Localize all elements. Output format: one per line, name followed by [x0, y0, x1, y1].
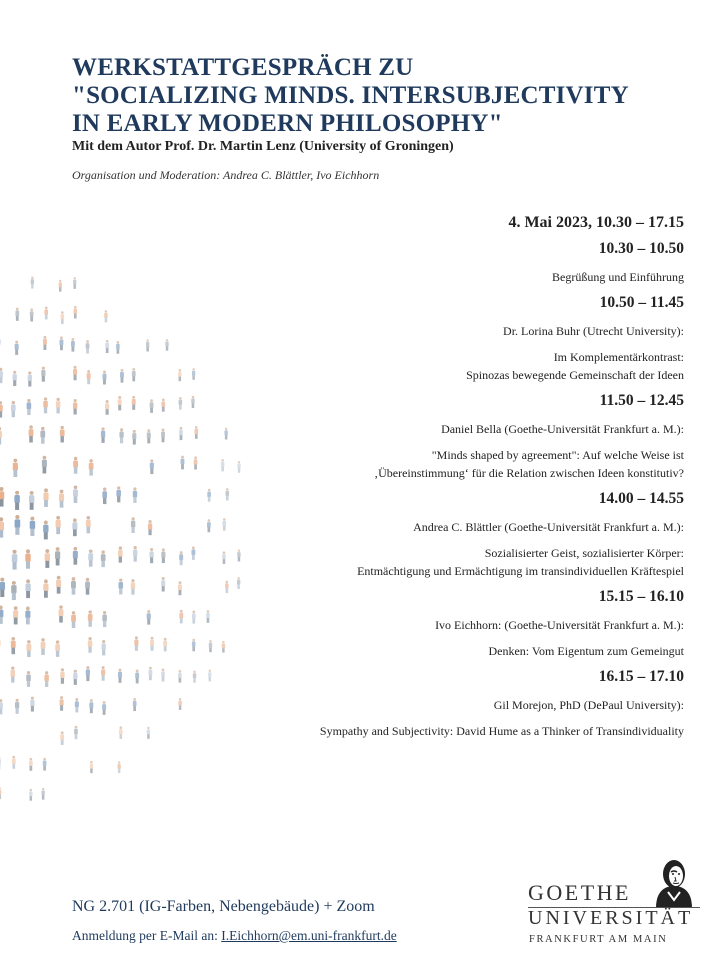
person-figure [118, 546, 123, 562]
person-figure [147, 429, 151, 443]
person-figure [73, 399, 77, 414]
talk-line: Im Komplementärkontrast: [553, 350, 684, 364]
person-figure [11, 581, 16, 600]
person-figure [13, 371, 17, 386]
slot-talk [164, 446, 684, 482]
person-figure [118, 396, 122, 410]
person-figure [102, 488, 107, 505]
person-figure [0, 517, 4, 537]
person-figure [30, 517, 35, 536]
person-figure [73, 670, 77, 685]
person-figure [102, 640, 106, 655]
person-figure [75, 698, 79, 712]
slot-speaker: Andrea C. Blättler (Goethe-Universität Frankfurt a. M.): [413, 520, 684, 534]
person-figure [56, 398, 60, 414]
person-figure [29, 491, 34, 510]
person-figure [0, 787, 1, 799]
person-figure [133, 487, 137, 503]
person-figure [120, 369, 124, 383]
person-figure [103, 371, 107, 385]
slot-talk [164, 642, 684, 660]
slot-speaker: Ivo Eichhorn: (Goethe-Universität Frankfurt a. M.): [435, 618, 684, 632]
person-figure [149, 548, 153, 563]
person-figure [15, 341, 19, 355]
person-figure [119, 726, 123, 739]
person-figure [0, 487, 4, 507]
person-figure [55, 547, 60, 565]
person-figure [102, 701, 106, 715]
registration-email-link[interactable]: I.Eichhorn@em.uni-frankfurt.de [221, 928, 397, 943]
person-figure [88, 637, 92, 653]
slot-talk [164, 268, 684, 286]
person-figure [148, 520, 152, 535]
person-figure [43, 521, 48, 540]
person-figure [73, 547, 78, 565]
person-figure [14, 491, 19, 510]
slot-speaker: Dr. Lorina Buhr (Utrecht University): [503, 324, 684, 338]
person-figure [30, 697, 34, 712]
person-figure [104, 310, 107, 322]
person-figure [71, 338, 75, 352]
person-figure [59, 490, 64, 508]
program-schedule [164, 214, 684, 748]
person-figure [86, 340, 90, 353]
person-figure [0, 401, 3, 417]
person-figure [119, 578, 124, 594]
slot-speaker: Daniel Bella (Goethe-Universität Frankfurt a. M.): [441, 422, 684, 436]
title-line-2: "SOCIALIZING MINDS. INTERSUBJECTIVITY [72, 82, 629, 109]
person-figure [71, 577, 76, 594]
slot-time: 10.30 – 10.50 [598, 240, 684, 257]
person-figure [101, 427, 105, 443]
person-figure [40, 427, 45, 444]
person-figure [133, 698, 137, 711]
person-figure [12, 756, 16, 769]
person-figure [88, 610, 93, 626]
person-figure [42, 456, 47, 474]
person-figure [105, 400, 109, 415]
person-figure [11, 666, 16, 682]
slot-time: 11.50 – 12.45 [599, 392, 684, 409]
person-figure [71, 611, 76, 628]
slot-time: 14.00 – 14.55 [598, 490, 684, 507]
talk-line: Sympathy and Subjectivity: David Hume as a Thinker of Transindividuality [319, 724, 684, 738]
person-figure [133, 546, 137, 562]
person-figure [118, 669, 122, 683]
slot-time: 10.50 – 11.45 [599, 294, 684, 311]
person-figure [73, 457, 78, 474]
person-figure [30, 308, 34, 321]
person-figure [88, 549, 93, 566]
person-figure [150, 637, 154, 651]
slot-talk [164, 544, 684, 580]
person-figure [31, 276, 34, 288]
person-figure [13, 459, 18, 477]
event-title [72, 54, 692, 138]
program-slot [164, 490, 684, 580]
person-figure [44, 671, 48, 687]
venue-info: NG 2.701 (IG-Farben, Nebengebäude) + Zoom [72, 898, 375, 915]
university-logo [528, 852, 708, 952]
person-figure [74, 726, 78, 739]
person-figure [73, 485, 78, 503]
person-figure [11, 401, 16, 417]
person-figure [27, 399, 32, 415]
person-figure [25, 549, 30, 568]
slot-time: 16.15 – 17.10 [598, 668, 684, 685]
person-figure [61, 311, 65, 324]
person-figure [60, 668, 64, 684]
person-figure [86, 516, 91, 533]
person-figure [0, 756, 1, 769]
person-figure [89, 459, 94, 476]
slot-time: 15.15 – 16.10 [598, 588, 684, 605]
person-figure [72, 518, 77, 536]
person-figure [116, 486, 121, 502]
person-figure [105, 340, 109, 353]
person-figure [25, 579, 30, 598]
person-figure [0, 427, 2, 445]
person-figure [87, 370, 91, 384]
person-figure [13, 606, 18, 624]
person-figure [56, 576, 61, 594]
person-figure [85, 578, 90, 595]
person-figure [147, 610, 151, 625]
person-figure [15, 699, 19, 714]
person-figure [60, 426, 65, 443]
registration-label: Anmeldung per E-Mail an: [72, 928, 222, 943]
person-figure [55, 640, 60, 656]
organisation-note: Organisation und Moderation: Andrea C. Blättler, Ivo Eichhorn [72, 168, 380, 182]
person-figure [26, 671, 31, 687]
person-figure [150, 459, 154, 474]
logo-goethe: GOETHE [528, 880, 631, 905]
person-figure [116, 341, 120, 354]
person-figure [44, 306, 48, 319]
title-line-3: IN EARLY MODERN PHILOSOPHY" [72, 110, 503, 137]
person-figure [89, 699, 93, 713]
talk-line: Sozialisierter Geist, sozialisierter Körper: [484, 546, 684, 560]
talk-line: ‚Übereinstimmung‘ für die Relation zwischen Ideen konstitutiv? [374, 466, 684, 480]
program-slot [164, 588, 684, 660]
person-figure [43, 758, 47, 771]
person-figure [0, 368, 3, 383]
talk-line: Entmächtigung und Ermächtigung im transindividuellen Kräftespiel [357, 564, 684, 578]
person-figure [29, 758, 33, 771]
talk-line: Spinozas bewegende Gemeinschaft der Ideen [466, 368, 684, 382]
person-figure [73, 366, 77, 381]
person-figure [26, 640, 31, 657]
logo-frankfurt: FRANKFURT AM MAIN [529, 934, 668, 945]
person-figure [148, 667, 152, 680]
person-figure [59, 605, 64, 622]
person-figure [101, 550, 106, 567]
person-figure [28, 371, 32, 386]
person-figure [60, 731, 64, 745]
slot-talk [164, 722, 684, 740]
person-figure [12, 550, 18, 570]
person-figure [41, 367, 45, 382]
person-figure [0, 606, 3, 624]
person-figure [73, 306, 77, 319]
person-figure [29, 789, 32, 801]
person-figure [43, 579, 48, 597]
person-figure [25, 606, 30, 624]
talk-line: Begrüßung und Einführung [552, 270, 684, 284]
goethe-portrait-icon [646, 852, 702, 908]
person-figure [132, 368, 136, 381]
person-figure [60, 696, 64, 711]
person-figure [131, 517, 135, 533]
person-figure [0, 578, 5, 597]
person-figure [43, 336, 47, 350]
slot-speaker: Gil Morejon, PhD (DePaul University): [493, 698, 684, 712]
person-figure [135, 670, 139, 684]
slot-talk [164, 348, 684, 384]
person-figure [132, 396, 136, 410]
person-figure [56, 516, 61, 534]
program-slot [164, 240, 684, 286]
person-figure [147, 727, 150, 739]
person-figure [11, 637, 16, 654]
person-figure [118, 761, 121, 773]
person-figure [131, 579, 135, 594]
person-figure [59, 336, 63, 350]
person-figure [119, 428, 123, 443]
person-figure [43, 397, 48, 413]
person-figure [0, 699, 3, 714]
program-slot [164, 392, 684, 482]
event-subtitle: Mit dem Autor Prof. Dr. Martin Lenz (University of Groningen) [72, 139, 454, 154]
person-figure [150, 399, 154, 413]
person-figure [45, 549, 50, 568]
person-figure [59, 280, 62, 292]
talk-line: Denken: Vom Eigentum zum Gemeingut [488, 644, 684, 658]
person-figure [15, 515, 21, 535]
person-figure [73, 277, 76, 289]
person-figure [29, 425, 34, 442]
program-slot [164, 668, 684, 740]
person-figure [102, 611, 107, 627]
person-figure [41, 638, 46, 655]
person-figure [132, 430, 136, 445]
title-line-1: WERKSTATTGESPRÄCH ZU [72, 54, 414, 81]
person-figure [90, 761, 93, 773]
person-figure [101, 666, 105, 681]
logo-universitaet: UNIVERSITÄT [528, 907, 694, 929]
event-date: 4. Mai 2023, 10.30 – 17.15 [508, 214, 684, 231]
person-figure [134, 636, 138, 651]
person-figure [146, 339, 149, 351]
registration-info [72, 928, 397, 944]
person-figure [41, 788, 44, 800]
person-figure [15, 308, 19, 321]
talk-line: "Minds shaped by agreement": Auf welche Weise ist [431, 448, 684, 462]
person-figure [43, 488, 48, 506]
program-slot [164, 294, 684, 384]
person-figure [86, 666, 90, 681]
